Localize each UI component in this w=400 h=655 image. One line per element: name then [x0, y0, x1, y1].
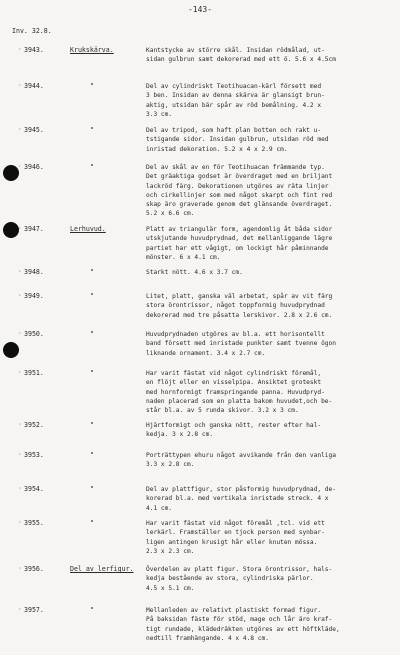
entry-category: " — [90, 519, 94, 527]
entry-description — [146, 421, 386, 440]
entry-description — [146, 268, 386, 277]
margin-mark: · — [18, 82, 22, 89]
entry-number: 3950. — [24, 330, 44, 338]
entry-description — [146, 82, 386, 119]
description-line: Har varit fästat vid något föremål ,tcl. vid ett — [146, 520, 325, 527]
entry-description — [146, 330, 386, 358]
entry-category: Del av lerfigur. — [70, 565, 134, 573]
margin-mark: · — [18, 268, 22, 275]
description-line: 5.2 x 6.6 cm. — [146, 210, 195, 218]
margin-mark: · — [18, 519, 22, 526]
description-line: Överdelen av platt figur. Stora örontrissor, hals- — [146, 566, 333, 573]
description-line: lerkärl. Framställer en tjock person med synbar- — [146, 529, 325, 537]
description-line: Starkt nött. 4.6 x 3.7 cm. — [146, 269, 243, 276]
description-line: 3.3 x 2.8 cm. — [146, 461, 195, 469]
margin-mark: · — [18, 485, 22, 492]
entry-category: " — [90, 268, 94, 276]
margin-mark: · — [18, 451, 22, 458]
description-line: Kantstycke av större skål. Insidan rödmålad, ut- — [146, 47, 325, 54]
description-line: kedja bestående av stora, cylindriska pärlor. — [146, 575, 314, 583]
description-line: Huvudprydnaden utgöres av bl.a. ett horisontellt — [146, 331, 325, 338]
entry-category: " — [90, 126, 94, 134]
description-line: Platt av triangulär form, agendomlig åt båda sidor — [146, 226, 333, 233]
description-line: naden placerad som en platta bakom huvudet,och be- — [146, 397, 333, 405]
margin-mark: · — [18, 126, 22, 133]
description-line: 4.5 x 5.1 cm. — [146, 584, 195, 592]
description-line: 4.1 cm. — [146, 504, 173, 512]
description-line: Litet, platt, ganska väl arbetat, spår av vit färg — [146, 293, 333, 300]
entry-description — [146, 485, 386, 513]
page-number: -143- — [187, 5, 213, 14]
description-line: dekorerad med tre påsatta lerskivor. 2.8 x 2.6 cm. — [146, 311, 333, 319]
entry-description — [146, 369, 386, 415]
binder-hole — [3, 165, 19, 181]
description-line: band försett med inristade punkter samt tvenne ögon — [146, 340, 336, 348]
entry-number: 3952. — [24, 421, 44, 429]
description-line: stora örontrissor, något toppformig huvudprydnad — [146, 302, 325, 310]
entry-number: 3956. — [24, 565, 44, 573]
binder-hole — [3, 222, 19, 238]
description-line: skap äro graverade genom det glänsande överdraget. — [146, 201, 333, 209]
entry-description — [146, 46, 386, 65]
description-line: Det gräaktiga godset är överdraget med en briljant — [146, 173, 333, 181]
entry-description — [146, 451, 386, 470]
entry-number: 3953. — [24, 451, 44, 459]
binder-hole — [3, 342, 19, 358]
margin-mark: · — [18, 330, 22, 337]
entry-number: 3951. — [24, 369, 44, 377]
entry-description — [146, 163, 386, 219]
entry-number: 3948. — [24, 268, 44, 276]
inventory-label: Inv. 32.8. — [12, 27, 52, 35]
entry-category: Krukskärva. — [70, 46, 114, 54]
margin-mark: · — [18, 565, 22, 572]
margin-mark: · — [18, 292, 22, 299]
entry-number: 3945. — [24, 126, 44, 134]
description-line: nedtill framhängande. 4 x 4.8 cm. — [146, 634, 269, 642]
entry-number: 3949. — [24, 292, 44, 300]
entry-category: " — [90, 330, 94, 338]
description-line: 3 ben. Insidan av denna skärva är glansigt brun- — [146, 92, 325, 100]
entry-category: " — [90, 163, 94, 171]
entry-number: 3955. — [24, 519, 44, 527]
entry-description — [146, 126, 386, 154]
description-line: kedja. 3 x 2.8 cm. — [146, 431, 214, 439]
entry-description — [146, 225, 386, 262]
margin-mark: · — [18, 225, 22, 232]
description-line: Mellanleden av relativt plastiskt formad figur. — [146, 607, 322, 614]
description-line: På baksidan fäste för stöd, mage och lår äro kraf- — [146, 616, 333, 624]
entry-number: 3954. — [24, 485, 44, 493]
margin-mark: · — [18, 421, 22, 428]
margin-mark: · — [18, 163, 22, 170]
description-line: 2.3 x 2.3 cm. — [146, 547, 195, 555]
description-line: med hornformigt framspringande panna. Huvudpryd- — [146, 388, 325, 396]
margin-mark: · — [18, 46, 22, 53]
description-line: tigt rundade, klädedräkten utgöres av ett höftkläde, — [146, 625, 340, 633]
description-line: Del av tripod, som haft plan botten och rakt u- — [146, 127, 322, 134]
entry-category: " — [90, 82, 94, 90]
entry-category: Lerhuvud. — [70, 225, 106, 233]
description-line: utskjutande huvudprydnad, det mellanliggande lägre — [146, 235, 333, 243]
description-line: står bl.a. av 5 runda skivor. 3.2 x 3 cm. — [146, 407, 299, 415]
entry-description — [146, 565, 386, 593]
description-line: inristad dekoration. 5.2 x 4 x 2.9 cm. — [146, 145, 288, 153]
description-line: mönster. 6 x 4.1 cm. — [146, 253, 221, 261]
description-line: Har varit fästat vid något cylindriskt föremål, — [146, 370, 322, 377]
entry-description — [146, 606, 386, 643]
description-line: liknande ornament. 3.4 x 2.7 cm. — [146, 349, 266, 357]
entry-number: 3957. — [24, 606, 44, 614]
description-line: lackröd färg. Dekorationen utgöres av räta linjer — [146, 182, 329, 190]
description-line: 3.3 cm. — [146, 110, 173, 118]
entry-category: " — [90, 421, 94, 429]
entry-number: 3947. — [24, 225, 44, 233]
description-line: Hjärtformigt och ganska nött, rester efter hal- — [146, 422, 322, 429]
description-line: aktig, utsidan bär spår av röd bemålning. 4.2 x — [146, 101, 322, 109]
entry-description — [146, 292, 386, 320]
entry-number: 3943. — [24, 46, 44, 54]
description-line: tstigande sidor. Insidan gulbrun, utsidan röd med — [146, 136, 329, 144]
description-line: ligen antingen krusigt hår eller knuten mössa. — [146, 538, 318, 546]
entry-description — [146, 519, 386, 556]
margin-mark: · — [18, 606, 22, 613]
description-line: partiet har ett vågigt, om lockigt hår påminnande — [146, 244, 329, 252]
entry-category: " — [90, 292, 94, 300]
description-line: korerad bl.a. med vertikala inristade streck. 4 x — [146, 495, 329, 503]
entry-category: " — [90, 451, 94, 459]
entry-number: 3944. — [24, 82, 44, 90]
entry-category: " — [90, 369, 94, 377]
description-line: sidan gulbrun samt dekorerad med ett ö. 5.6 x 4.5cm — [146, 56, 336, 64]
margin-mark: · — [18, 369, 22, 376]
description-line: Del av skål av en för Teotihuacan främmande typ. — [146, 164, 325, 171]
entry-number: 3946. — [24, 163, 44, 171]
entry-category: " — [90, 606, 94, 614]
description-line: Del av plattfigur, stor påsformig huvudprydnad, de- — [146, 486, 336, 493]
entry-category: " — [90, 485, 94, 493]
description-line: Del av cylindriskt Teotihuacan-kärl försett med — [146, 83, 322, 90]
description-line: en flöjt eller en visselpipa. Ansiktet groteskt — [146, 379, 322, 387]
description-line: Porträttypen ehuru något avvikande från den vanliga — [146, 452, 336, 459]
description-line: och cirkellinjer som med något skarpt och fint red — [146, 191, 333, 199]
